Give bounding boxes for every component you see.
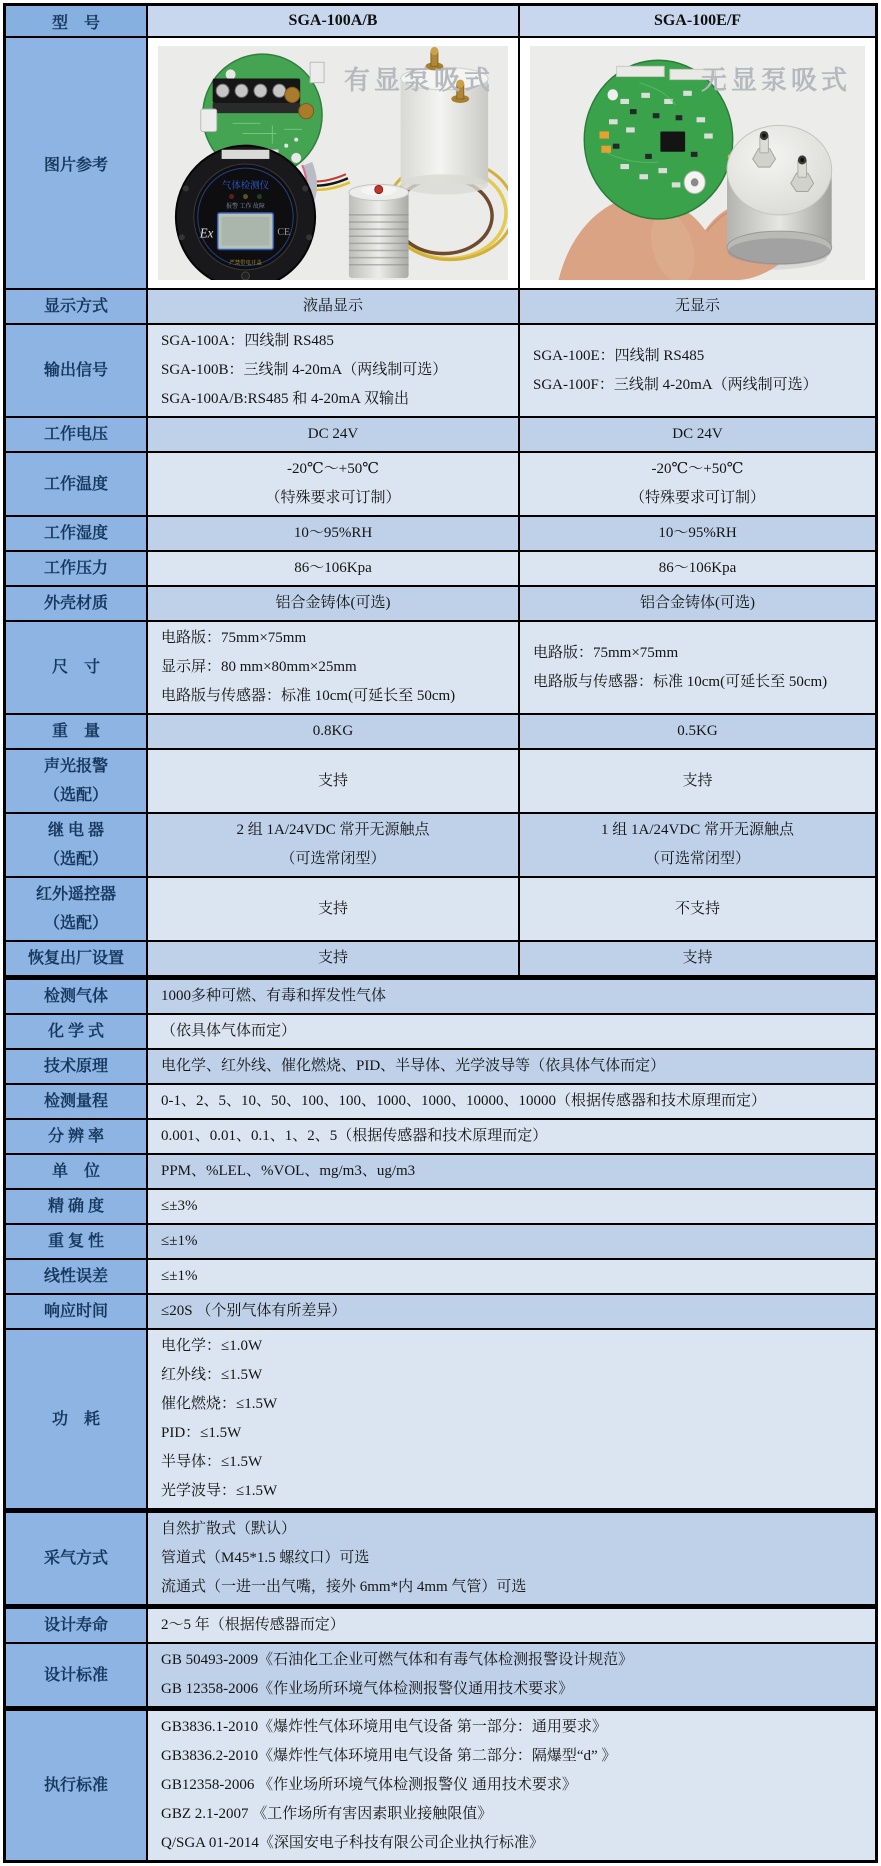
table-row [6, 1153, 875, 1188]
spec-value-left: 86～106Kpa [146, 552, 518, 585]
spec-label: 工作湿度 [6, 517, 146, 550]
image-row [6, 36, 875, 288]
spec-value-merged: GB3836.1-2010《爆炸性气体环境用电气设备 第一部分：通用要求》 GB3836.2-2010《爆炸性气体环境用电气设备 第二部分：隔爆型“d” 》 GB12358-2006 《作业场所环境气体检测报警仪 通用技术要求》 GBZ 2.1-2007 《工作场所有害因素职业接触限值》 Q/SGA 01-2014《深国安电子科技有限公司企业执行标准》 [146, 1711, 875, 1860]
spec-label: 工作温度 [6, 453, 146, 515]
spec-value-merged: 自然扩散式（默认） 管道式（M45*1.5 螺纹口）可选 流通式（一进一出气嘴，接外 6mm*内 4mm 气管）可选 [146, 1513, 875, 1604]
spec-value-merged: 1000多种可燃、有毒和挥发性气体 [146, 980, 875, 1013]
spec-value-left: 支持 [146, 942, 518, 975]
spec-label: 技术原理 [6, 1050, 146, 1083]
spec-value-right: 0.5KG [518, 715, 875, 748]
table-row [6, 713, 875, 748]
spec-value-left: 电路版：75mm×75mm 显示屏：80 mm×80mm×25mm 电路版与传感器：标准 10cm(可延长至 50cm) [146, 622, 518, 713]
table-row [6, 1706, 875, 1860]
spec-value-left: 铝合金铸体(可选) [146, 587, 518, 620]
spec-label: 输出信号 [6, 325, 146, 416]
spec-value-left: 0.8KG [146, 715, 518, 748]
spec-label: 化 学 式 [6, 1015, 146, 1048]
spec-value-right: 支持 [518, 942, 875, 975]
header-model-label: 型 号 [6, 6, 146, 36]
spec-value-right: 10～95%RH [518, 517, 875, 550]
table-row [6, 1328, 875, 1508]
spec-value-merged: 0-1、2、5、10、50、100、100、1000、1000、10000、10000（根据传感器和技术原理而定） [146, 1085, 875, 1118]
table-row [6, 550, 875, 585]
table-row [6, 585, 875, 620]
spec-label: 检测气体 [6, 980, 146, 1013]
spec-value-right: 86～106Kpa [518, 552, 875, 585]
spec-value-left: 支持 [146, 750, 518, 812]
spec-value-merged: ≤±3% [146, 1190, 875, 1223]
watermark-with-display-pump: 有显泵吸式 [343, 66, 494, 95]
spec-label: 精 确 度 [6, 1190, 146, 1223]
spec-value-merged: ≤±1% [146, 1225, 875, 1258]
spec-label: 外壳材质 [6, 587, 146, 620]
ribbed-sensor-cylinder [349, 184, 409, 278]
spec-table [3, 3, 878, 1863]
table-row [6, 451, 875, 515]
warning-text: 严禁带电开盖 [229, 260, 262, 267]
product-photo-cell-ef [518, 38, 875, 288]
table-row [6, 1258, 875, 1293]
table-row [6, 1223, 875, 1258]
spec-label: 工作电压 [6, 418, 146, 451]
spec-value-right: 电路版：75mm×75mm 电路版与传感器：标准 10cm(可延长至 50cm) [518, 622, 875, 713]
spec-value-left: SGA-100A：四线制 RS485 SGA-100B：三线制 4-20mA（两线制可选） SGA-100A/B:RS485 和 4-20mA 双输出 [146, 325, 518, 416]
watermark-no-display-pump: 无显泵吸式 [700, 66, 851, 95]
spec-value-left: -20℃～+50℃ （特殊要求可订制） [146, 453, 518, 515]
table-row [6, 876, 875, 940]
table-row [6, 975, 875, 1013]
spec-label: 重 复 性 [6, 1225, 146, 1258]
table-row [6, 1508, 875, 1604]
table-row [6, 515, 875, 550]
table-row [6, 1293, 875, 1328]
product-photo-sga100ab [158, 46, 508, 280]
spec-value-merged: 电化学、红外线、催化燃烧、PID、半导体、光学波导等（依具体气体而定） [146, 1050, 875, 1083]
spec-value-left: 2 组 1A/24VDC 常开无源触点 （可选常闭型） [146, 814, 518, 876]
table-row [6, 1083, 875, 1118]
table-row [6, 323, 875, 416]
spec-rows [6, 288, 875, 1860]
spec-label: 工作压力 [6, 552, 146, 585]
spec-value-merged: GB 50493-2009《石油化工企业可燃气体和有毒气体检测报警设计规范》 GB 12358-2006《作业场所环境气体检测报警仪通用技术要求》 [146, 1644, 875, 1706]
spec-label: 设计寿命 [6, 1609, 146, 1642]
spec-label: 继 电 器 （选配） [6, 814, 146, 876]
table-row [6, 1188, 875, 1223]
spec-label: 设计标准 [6, 1644, 146, 1706]
table-row [6, 1118, 875, 1153]
product-photo-cell-ab [146, 38, 518, 288]
table-row [6, 1604, 875, 1642]
spec-value-merged: （依具体气体而定） [146, 1015, 875, 1048]
header-row [6, 6, 875, 36]
spec-value-left: 10～95%RH [146, 517, 518, 550]
spec-label: 线性误差 [6, 1260, 146, 1293]
spec-label: 恢复出厂设置 [6, 942, 146, 975]
table-row [6, 288, 875, 323]
header-model-ab: SGA-100A/B [146, 6, 518, 36]
table-row [6, 416, 875, 451]
spec-label: 分 辨 率 [6, 1120, 146, 1153]
spec-label: 执行标准 [6, 1711, 146, 1860]
spec-value-left: 支持 [146, 878, 518, 940]
spec-value-right: 支持 [518, 750, 875, 812]
spec-label: 声光报警 （选配） [6, 750, 146, 812]
spec-label: 红外遥控器 （选配） [6, 878, 146, 940]
spec-value-right: 不支持 [518, 878, 875, 940]
spec-value-right: 无显示 [518, 290, 875, 323]
spec-label: 功 耗 [6, 1330, 146, 1508]
spec-value-merged: 0.001、0.01、0.1、1、2、5（根据传感器和技术原理而定） [146, 1120, 875, 1153]
spec-label: 重 量 [6, 715, 146, 748]
spec-value-left: 液晶显示 [146, 290, 518, 323]
spec-label: 单 位 [6, 1155, 146, 1188]
spec-value-right: 铝合金铸体(可选) [518, 587, 875, 620]
spec-label: 检测量程 [6, 1085, 146, 1118]
ce-mark: CE [277, 227, 291, 239]
detector-led-labels: 报警 工作 故障 [226, 203, 265, 210]
sensor-cylinder [727, 125, 832, 264]
spec-label: 显示方式 [6, 290, 146, 323]
table-row [6, 812, 875, 876]
spec-value-right: SGA-100E：四线制 RS485 SGA-100F：三线制 4-20mA（两线制可选） [518, 325, 875, 416]
spec-value-left: DC 24V [146, 418, 518, 451]
image-row-label: 图片参考 [6, 38, 146, 288]
ex-mark: Ex [199, 225, 214, 241]
table-row [6, 1048, 875, 1083]
spec-value-merged: 电化学：≤1.0W 红外线：≤1.5W 催化燃烧：≤1.5W PID：≤1.5W 半导体：≤1.5W 光学波导：≤1.5W [146, 1330, 875, 1508]
spec-value-right: -20℃～+50℃ （特殊要求可订制） [518, 453, 875, 515]
spec-value-right: 1 组 1A/24VDC 常开无源触点 （可选常闭型） [518, 814, 875, 876]
spec-value-merged: PPM、%LEL、%VOL、mg/m3、ug/m3 [146, 1155, 875, 1188]
gas-detector-display-head [176, 146, 315, 280]
product-photo-sga100ef [530, 46, 865, 280]
table-row [6, 748, 875, 812]
spec-label: 采气方式 [6, 1513, 146, 1604]
spec-label: 尺 寸 [6, 622, 146, 713]
table-row [6, 1642, 875, 1706]
header-model-ef: SGA-100E/F [518, 6, 875, 36]
table-row [6, 620, 875, 713]
spec-value-right: DC 24V [518, 418, 875, 451]
detector-title-text: 气体检测仪 [221, 180, 270, 192]
spec-label: 响应时间 [6, 1295, 146, 1328]
spec-value-merged: ≤20S （个别气体有所差异） [146, 1295, 875, 1328]
table-row [6, 940, 875, 975]
spec-value-merged: ≤±1% [146, 1260, 875, 1293]
table-row [6, 1013, 875, 1048]
spec-value-merged: 2～5 年（根据传感器而定） [146, 1609, 875, 1642]
